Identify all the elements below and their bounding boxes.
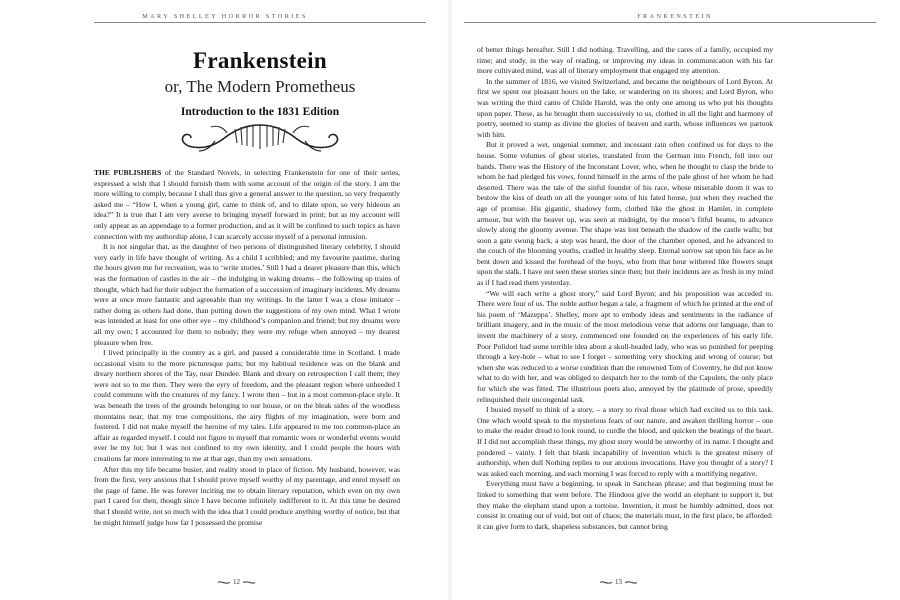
paragraph: In the summer of 1816, we visited Switzerland, and became the neighbours of Lord Byron. At first we spent our pleasant hours on the lake, or wandering on its shores; and Lord Byron, who was writing the third canto of Childe Harold, was the only one among us who put his thoughts upon paper. These, as he brought them successively to us, clothed in all the light and harmony of poetry, seemed to stamp as divine the glories of heaven and earth, whose influences we partook with him. xyxy=(477,76,773,139)
paragraph: “We will each write a ghost story,” said Lord Byron; and his proposition was acceded to. There were four of us. The noble author began a tale, a fragment of which he printed at the end of his poem of ‘Mazeppa’. Shelley, more apt to embody ideas and sentiments in the radiance of brilliant imagery, and in the music of the most melodious verse that adorns our language, than to invent the machinery of a story, commenced one founded on the experiences of his early life. Poor Polidori had some terrible idea about a skull-headed lady, who was so punished for peeping through a key-hole – what to see I forget – something very shocking and wrong of course; but when she was reduced to a worse condition than the renowned Tom of Coventry, he did not know what to do with her, and was obliged to despatch her to the tomb of the Capulets, the only place for which she was fitted. The illustrious poets also, annoyed by the platitude of prose, speedily relinquished their uncongenial task. xyxy=(477,288,773,404)
right-body-text xyxy=(477,45,773,532)
folio-ornament-icon xyxy=(243,580,255,585)
paragraph: I busied myself to think of a story, – a story to rival those which had excited us to this task. One which would speak to the mysterious fears of our nature, and awaken thrilling horror – one to make the reader dread to look round, to curdle the blood, and quicken the beatings of the heart. If I did not accomplish these things, my ghost story would be unworthy of its name. I thought and pondered – vainly. I felt that blank incapability of invention which is the greatest misery of authorship, when dull Nothing replies to our anxious invocations. Have you thought of a story? I was asked each morning, and each morning I was forced to reply with a mortifying negative. xyxy=(477,405,773,478)
paragraph-text: of the Standard Novels, in selecting Frankenstein for one of their series, expressed a wish that I should furnish them with some account of the origin of the story. I am the more willing to comply, because I shall thus give a general answer to the question, so very frequently asked me – “How I, when a young girl, came to think of, and to dilate upon, so very hideous an idea?” It is true that I am very averse to bringing myself forward in print; but as my account will only appear as an appendage to a former production, and as it will be confined to such topics as have connection with my authorship alone, I can scarcely accuse myself of a personal intrusion. xyxy=(94,168,400,241)
running-head-right: FRANKENSTEIN xyxy=(637,13,713,20)
header-rule-right xyxy=(464,22,876,23)
paragraph xyxy=(94,168,400,242)
paragraph: of better things hereafter. Still I did nothing. Travelling, and the cares of a family, occupied my time; and study, in the way of reading, or improving my ideas in communication with his far more cultivated mind, was all of literary employment that engaged my attention. xyxy=(477,45,773,76)
paragraph: But it proved a wet, ungenial summer, and incessant rain often confined us for days to the house. Some volumes of ghost stories, translated from the German into French, fell into our hands. There was the History of the Inconstant Lover, who, when he thought to clasp the bride to whom he had pledged his vows, found himself in the arms of the pale ghost of her whom he had deserted. There was the tale of the sinful founder of his race, whose miserable doom it was to bestow the kiss of death on all the younger sons of his fated house, just when they reached the age of promise. His gigantic, shadowy form, clothed like the ghost in Hamlet, in complete armour, but with the beaver up, was seen at midnight, by the moon’s fitful beams, to advance slowly along the gloomy avenue. The shape was lost beneath the shadow of the castle walls; but soon a gate swung back, a step was heard, the door of the chamber opened, and he advanced to the couch of the blooming youths, cradled in healthy sleep. Eternal sorrow sat upon his face as he bent down and kissed the forehead of the boys, who from that hour withered like flowers snapt upon the stalk. I have not seen these stories since then; but their incidents are as fresh in my mind as if I had read them yesterday. xyxy=(477,140,773,288)
title-block xyxy=(94,48,426,155)
right-page xyxy=(450,0,900,600)
lead-in: THE PUBLISHERS xyxy=(94,168,162,177)
paragraph: I lived principally in the country as a girl, and passed a considerable time in Scotland. I made occasional visits to the more picturesque parts; but my habitual residence was on the blank and dreary northern shores of the Tay, near Dundee. Blank and dreary on retrospection I call them; they were not so to me then. They were the eyry of freedom, and the pleasant region where unheeded I could commune with the creatures of my fancy. I wrote then – but in a most common-place style. It was beneath the trees of the grounds belonging to our house, or on the bleak sides of the woodless mountains near, that my true compositions, the airy flights of my imagination, were born and fostered. I did not make myself the heroine of my tales. Life appeared to me too common-place an affair as regarded myself. I could not figure to myself that romantic woes or wonderful events would ever be my lot; but I was not confined to my own identity, and I could people the hours with creations far more interesting to me at that age, than my own sensations. xyxy=(94,348,400,464)
page-number: 12 xyxy=(233,578,240,586)
left-body-text xyxy=(94,168,400,528)
page-number-left xyxy=(218,578,255,586)
page-number: 13 xyxy=(615,578,622,586)
page-number-right xyxy=(600,578,637,586)
paragraph: It is not singular that, as the daughter of two persons of distinguished literary celebrity, I should very early in life have thought of writing. As a child I scribbled; and my favourite pastime, during the hours given me for recreation, was to ‘write stories.’ Still I had a dearer pleasure than this, which was the formation of castles in the air – the indulging in waking dreams – the following up trains of thought, which had for their subject the formation of a succession of imaginary incidents. My dreams were at once more fantastic and agreeable than my writings. In the latter I was a close imitator – rather doing as others had done, than putting down the suggestions of my own mind. What I wrote was intended at least for one other eye – my childhood’s companion and friend; but my dreams were all my own; I accounted for them to nobody; they were my refuge when annoyed – my dearest pleasure when free. xyxy=(94,242,400,347)
book-title: Frankenstein xyxy=(193,48,327,73)
header-rule-left xyxy=(94,22,426,23)
book-subtitle: or, The Modern Prometheus xyxy=(164,77,356,96)
flourish-ornament-icon xyxy=(175,121,345,155)
folio-ornament-icon xyxy=(625,580,637,585)
folio-ornament-icon xyxy=(600,580,612,585)
paragraph: Everything must have a beginning, to speak in Sanchean phrase; and that beginning must be linked to something that went before. The Hindoos give the world an elephant to support it, but they make the elephant stand upon a tortoise. Invention, it must be humbly admitted, does not consist in creating out of void, but out of chaos; the materials must, in the first place, be afforded: it can give form to dark, shapeless substances, but cannot bring xyxy=(477,479,773,531)
introduction-heading: Introduction to the 1831 Edition xyxy=(180,106,340,118)
running-head-left: MARY SHELLEY HORROR STORIES xyxy=(142,13,308,20)
paragraph: After this my life became busier, and reality stood in place of fiction. My husband, however, was from the first, very anxious that I should prove myself worthy of my parentage, and enrol myself on the page of fame. He was forever inciting me to obtain literary reputation, which even on my own part I cared for then, though since I have become infinitely indifferent to it. At this time he desired that I should write, not so much with the idea that I could produce anything worthy of notice, but that he might himself judge how far I possessed the promise xyxy=(94,464,400,527)
folio-ornament-icon xyxy=(218,580,230,585)
